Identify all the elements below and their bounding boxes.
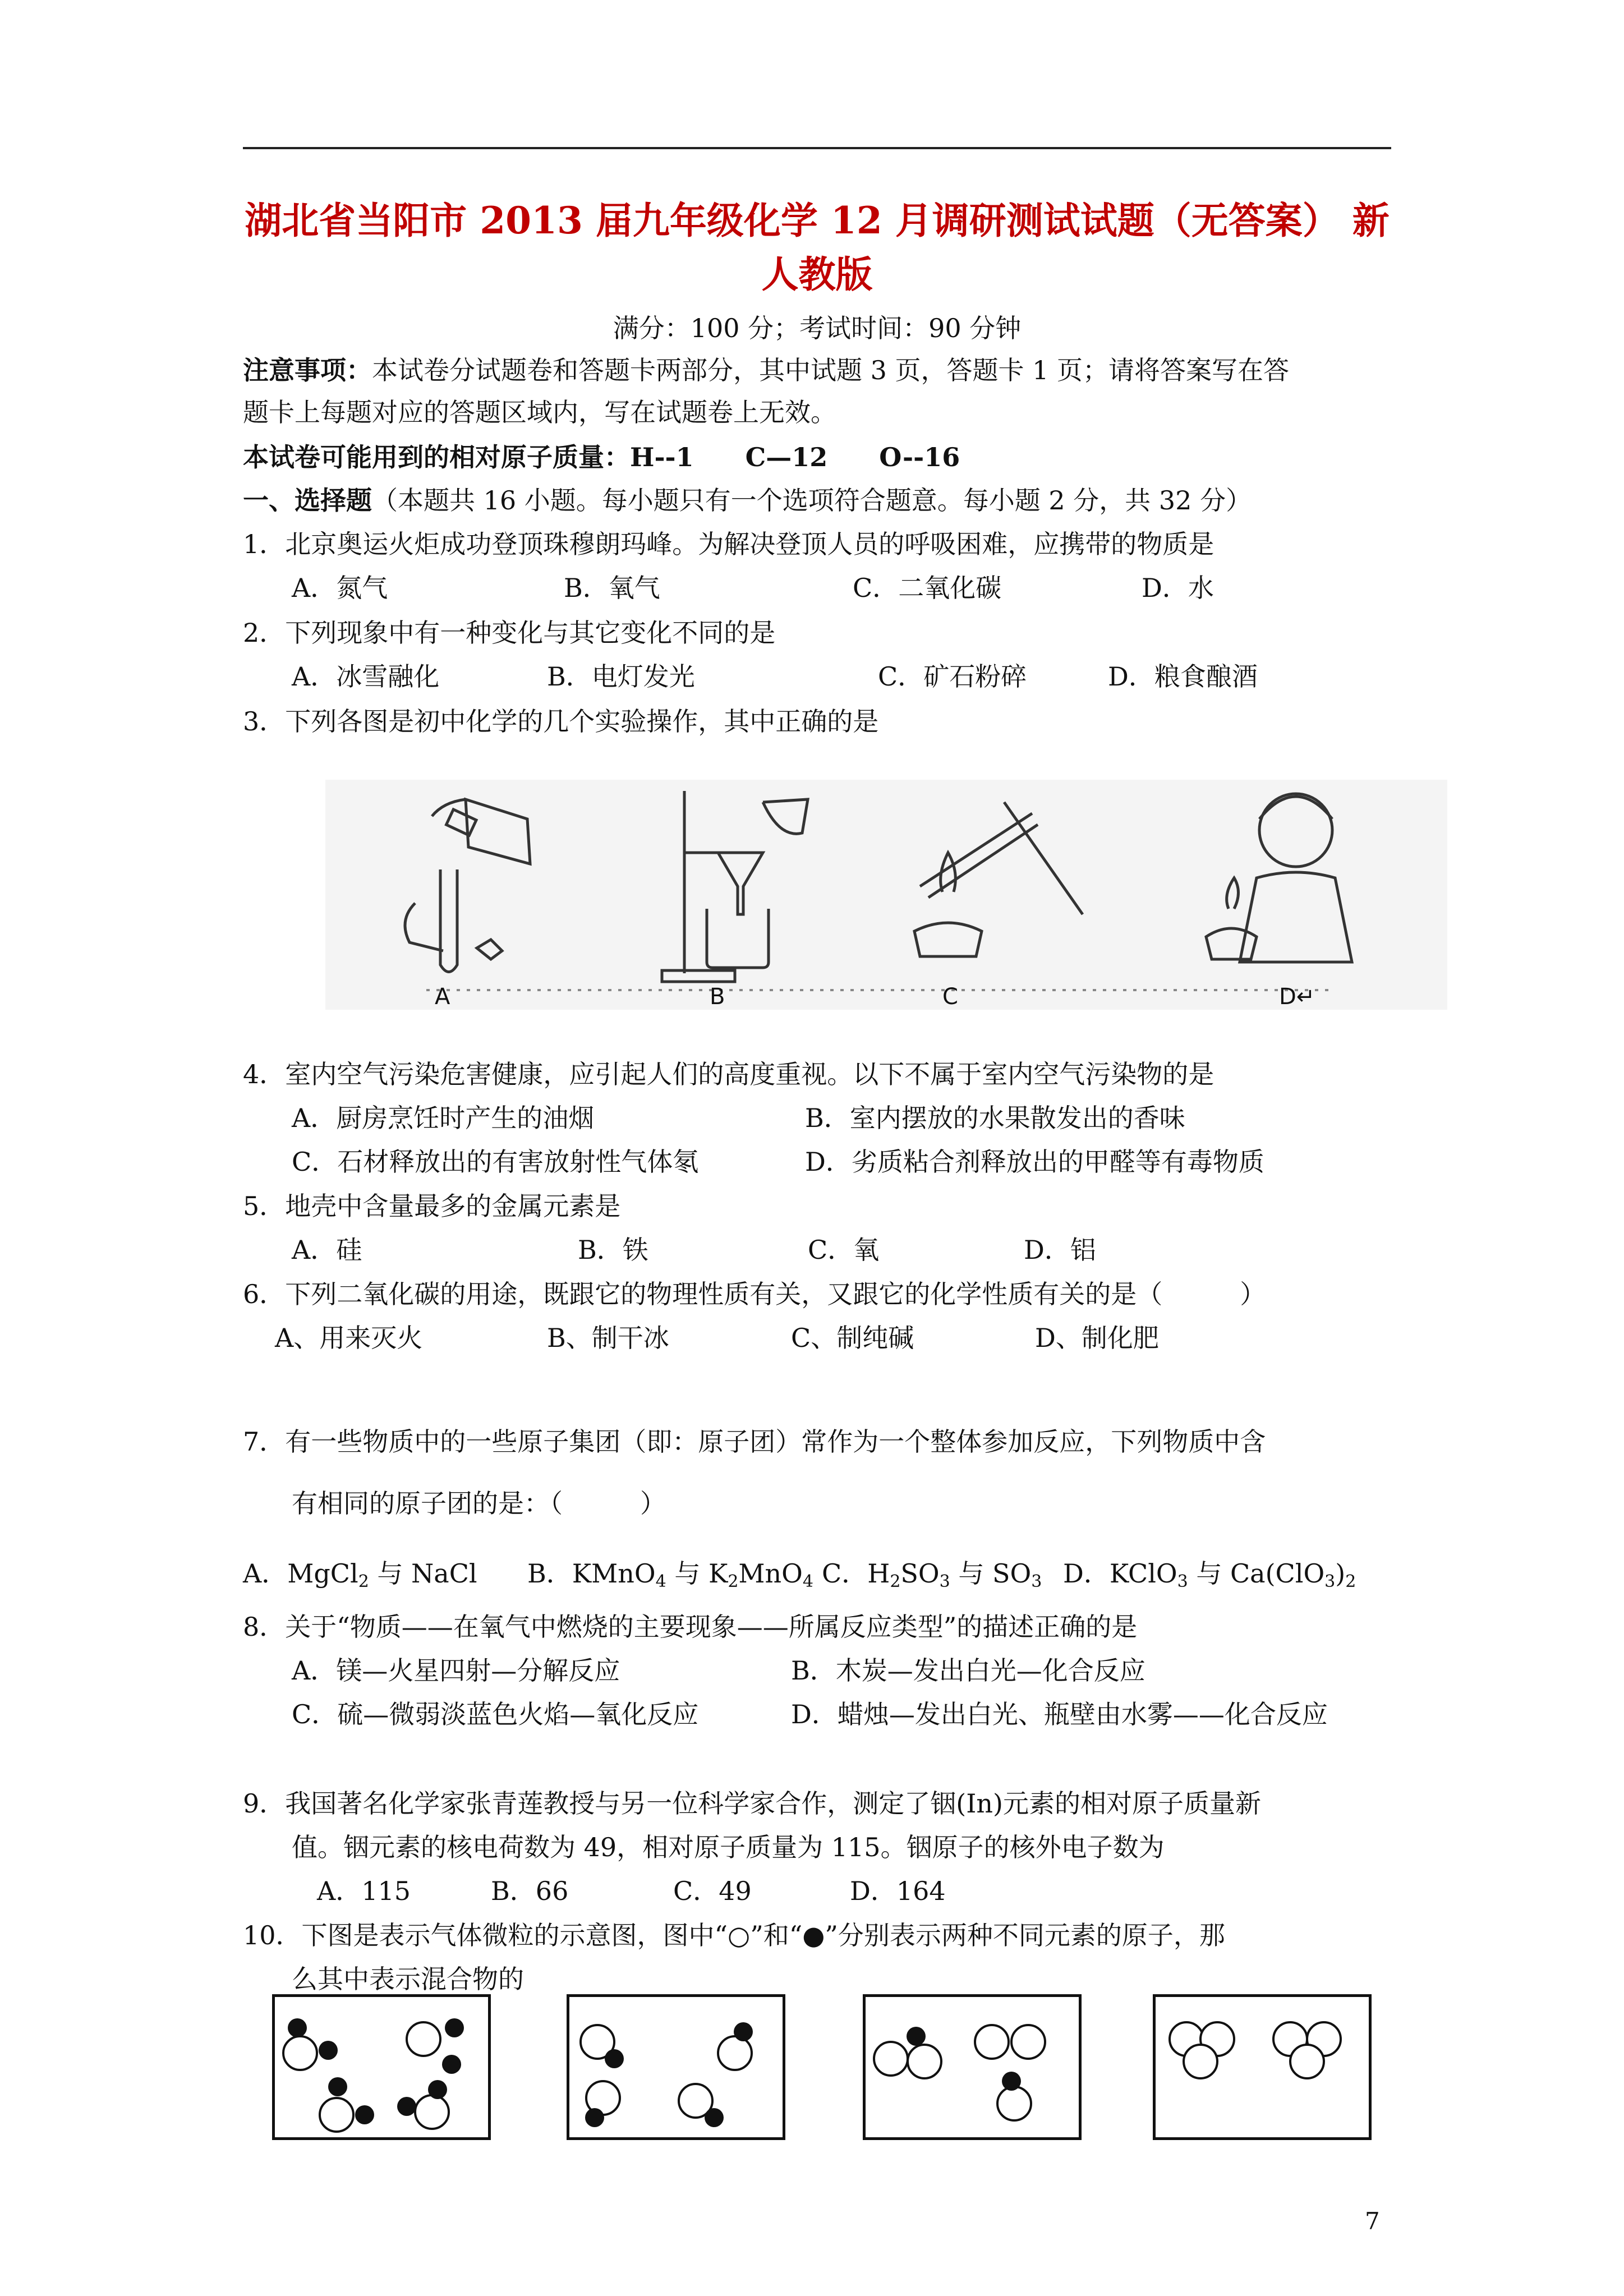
question-8-stem: 8．关于“物质——在氧气中燃烧的主要现象——所属反应类型”的描述正确的是 — [243, 1612, 1138, 1642]
particle-diagram-1 — [275, 1997, 488, 2137]
notice-line-2: 题卡上每题对应的答题区域内，写在试题卷上无效。 — [243, 397, 836, 427]
q6-option-d: D、制化肥 — [1035, 1323, 1159, 1353]
q8-option-a: A．镁—火星四射—分解反应 — [292, 1655, 620, 1686]
question-10-stem: 10．下图是表示气体微粒的示意图，图中“○”和“●”分别表示两种不同元素的原子，那 — [243, 1920, 1225, 1950]
question-1-stem: 1．北京奥运火炬成功登顶珠穆朗玛峰。为解决登顶人员的呼吸困难，应携带的物质是 — [243, 529, 1214, 559]
question-5-stem: 5．地壳中含量最多的金属元素是 — [243, 1191, 621, 1221]
experiment-illustration — [325, 780, 1447, 1010]
q8-option-b: B．木炭—发出白光—化合反应 — [791, 1655, 1145, 1686]
q2-option-c: C．矿石粉碎 — [878, 661, 1027, 692]
page-title — [243, 194, 1391, 301]
figure-label-b: B — [710, 984, 725, 1010]
q9-option-a: A．115 — [317, 1876, 411, 1906]
particle-diagram-3 — [866, 1997, 1079, 2137]
q7-option-d: D．KClO$_3$ 与 $Ca(ClO_3)_2$ — [1063, 1558, 1356, 1591]
question-3-stem: 3．下列各图是初中化学的几个实验操作，其中正确的是 — [243, 706, 879, 737]
figure-label-c: C — [942, 984, 958, 1010]
q5-option-b: B．铁 — [578, 1235, 648, 1265]
particle-diagram-4 — [1156, 1997, 1369, 2137]
question-7-stem: 7．有一些物质中的一些原子集团（即：原子团）常作为一个整体参加反应，下列物质中含 — [243, 1427, 1266, 1457]
particle-box-1 — [272, 1994, 491, 2140]
particle-box-3 — [863, 1994, 1082, 2140]
q9-option-b: B．66 — [491, 1876, 569, 1906]
q9-option-c: C．49 — [673, 1876, 752, 1906]
q1-option-d: D．水 — [1142, 573, 1214, 603]
figure-label-a: A — [435, 984, 450, 1010]
section-label: 一、选择题 — [243, 485, 372, 516]
q1-option-a: A．氮气 — [292, 573, 388, 603]
title-line-2: 人教版 — [761, 252, 873, 296]
particle-box-2 — [567, 1994, 785, 2140]
notice-line-1 — [243, 353, 1289, 387]
experiment-figure — [325, 780, 1447, 1010]
q4-option-a: A．厨房烹饪时产生的油烟 — [292, 1103, 595, 1133]
q2-option-d: D．粮食酿酒 — [1108, 661, 1258, 692]
section-desc: （本题共 16 小题。每小题只有一个选项符合题意。每小题 2 分，共 32 分） — [372, 485, 1252, 516]
notice-text: 本试卷分试题卷和答题卡两部分，其中试题 3 页，答题卡 1 页；请将答案写在答 — [372, 355, 1290, 385]
section-heading — [243, 484, 1252, 517]
q7-option-b: B．KMnO$_4$ 与 $K_2MnO_4$ — [527, 1558, 813, 1591]
q2-option-a: A．冰雪融化 — [292, 661, 440, 692]
score-time: 满分：100 分；考试时间：90 分钟 — [613, 313, 1022, 343]
q1-option-c: C．二氧化碳 — [853, 573, 1002, 603]
q6-option-a: A、用来灭火 — [275, 1323, 423, 1353]
question-9-stem-2: 值。铟元素的核电荷数为 49，相对原子质量为 115。铟原子的核外电子数为 — [292, 1832, 1165, 1862]
page-number: 7 — [1365, 2207, 1380, 2235]
question-7-stem-2: 有相同的原子团的是：（ ） — [292, 1488, 666, 1519]
title-line-1: 湖北省当阳市 2013 届九年级化学 12 月调研测试试题（无答案） 新 — [245, 199, 1390, 242]
q4-option-d: D．劣质粘合剂释放出的甲醛等有毒物质 — [805, 1147, 1264, 1177]
q2-option-b: B．电灯发光 — [547, 661, 695, 692]
particle-box-4 — [1153, 1994, 1372, 2140]
q5-option-a: A．硅 — [292, 1235, 362, 1265]
particle-diagram-2 — [569, 1997, 783, 2137]
q5-option-c: C．氧 — [808, 1235, 880, 1265]
q5-option-d: D．铝 — [1024, 1235, 1096, 1265]
q6-option-b: B、制干冰 — [547, 1323, 669, 1353]
q8-option-c: C．硫—微弱淡蓝色火焰—氧化反应 — [292, 1699, 699, 1729]
q7-option-a: A．MgCl$_2$ 与 NaCl — [243, 1558, 477, 1591]
q1-option-b: B．氧气 — [564, 573, 660, 603]
q4-option-b: B．室内摆放的水果散发出的香味 — [805, 1103, 1185, 1133]
question-9-stem: 9．我国著名化学家张青莲教授与另一位科学家合作，测定了铟(In)元素的相对原子质量新 — [243, 1788, 1261, 1819]
q8-option-d: D．蜡烛—发出白光、瓶壁由水雾——化合反应 — [791, 1699, 1328, 1729]
question-10-stem-2: 么其中表示混合物的 — [292, 1964, 524, 1994]
q6-option-c: C、制纯碱 — [791, 1323, 914, 1353]
notice-label: 注意事项： — [243, 355, 372, 385]
q7-option-c: C．$H_2SO_3$ 与 $SO_3$ — [822, 1558, 1042, 1591]
q4-option-c: C．石材释放出的有害放射性气体氡 — [292, 1147, 699, 1177]
header-rule — [243, 147, 1391, 149]
question-6-stem: 6．下列二氧化碳的用途，既跟它的物理性质有关，又跟它的化学性质有关的是（ ） — [243, 1279, 1266, 1309]
q9-option-d: D．164 — [850, 1876, 946, 1906]
atomic-mass-line: 本试卷可能用到的相对原子质量：H--1 C—12 O--16 — [243, 442, 960, 472]
question-2-stem: 2．下列现象中有一种变化与其它变化不同的是 — [243, 618, 776, 648]
figure-label-d: D↵ — [1279, 984, 1315, 1010]
question-4-stem: 4．室内空气污染危害健康，应引起人们的高度重视。以下不属于室内空气污染物的是 — [243, 1059, 1214, 1089]
